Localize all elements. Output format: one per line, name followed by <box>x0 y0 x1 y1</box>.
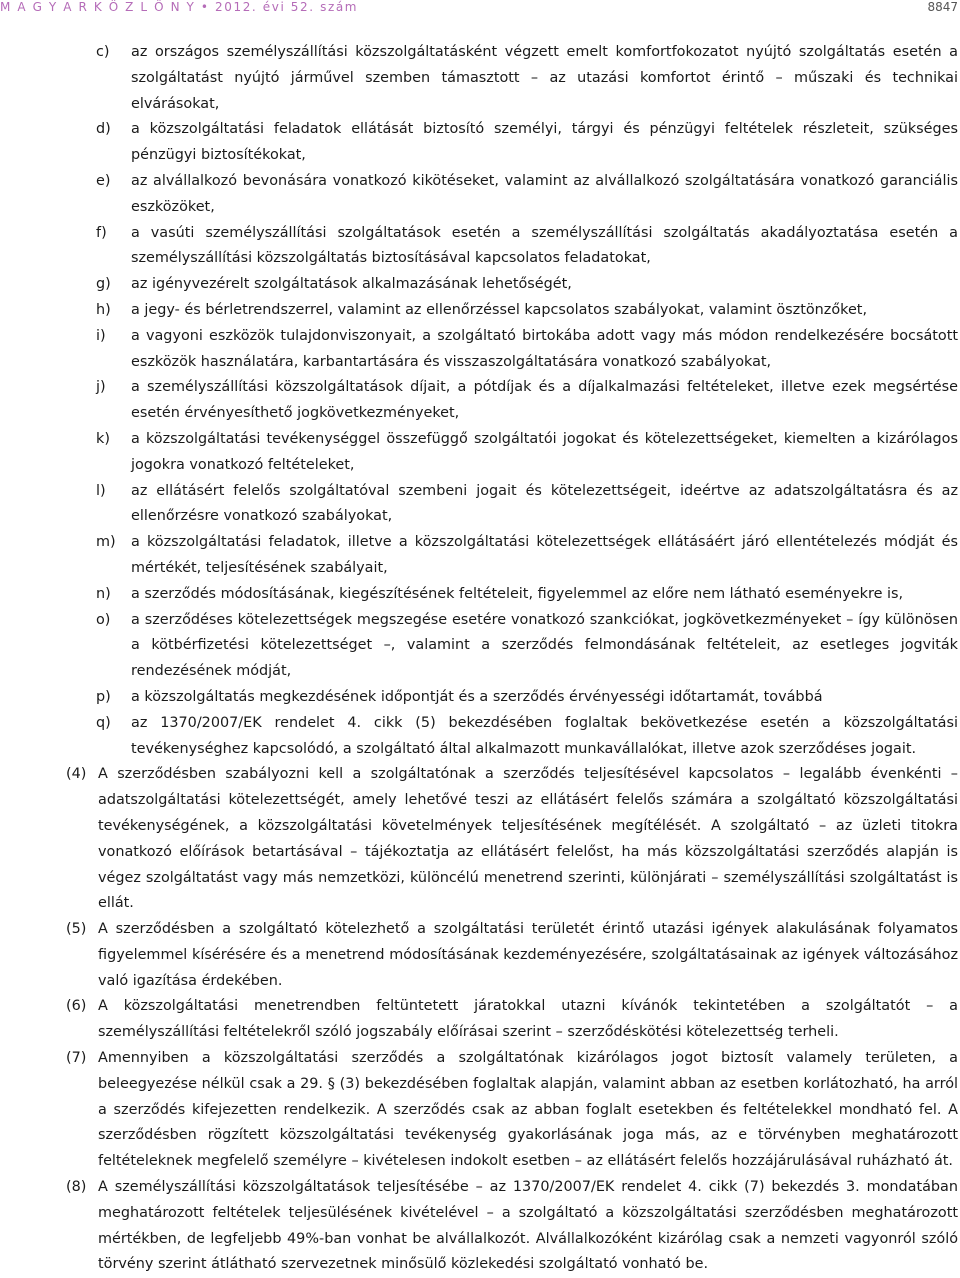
letter-item-text: az igényvezérelt szolgáltatások alkalmazásának lehetőségét, <box>131 276 572 293</box>
letter-item-label: f) <box>96 224 107 241</box>
letter-item <box>0 298 960 324</box>
paragraph-text: A személyszállítási közszolgáltatások teljesítésébe – az 1370/2007/EK rendelet 4. cikk (7) bekezdés 3. mondatában meghatározott feltételek teljesülésének kivételével – a szolgáltató a közszolgáltatási szerződésben meghatározott mértékben, de legfeljebb 49%-ban vonhat be alvállalkozót. Alvállalkozóként kizárólag csak a nemzeti vagyonról szóló törvény szerint átlátható szervezetnek minősülő közlekedési szolgáltató vonható be. <box>98 1179 958 1273</box>
letter-item <box>0 685 960 711</box>
letter-item-label: h) <box>96 301 111 318</box>
letter-item-label: d) <box>96 121 111 138</box>
letter-item-text: az 1370/2007/EK rendelet 4. cikk (5) bekezdésében foglaltak bekövetkezése esetén a közszolgáltatási tevékenységhez kapcsolódó, a szolgáltató által alkalmazott munkavállalókat, illetve azok szerződéses jogait. <box>131 714 958 757</box>
paragraph-label: (5) <box>66 921 87 938</box>
paragraph-label: (6) <box>66 998 87 1015</box>
journal-title: M A G Y A R K Ö Z L Ö N Y • 2012. évi 52. szám <box>0 0 359 14</box>
letter-item-text: a jegy- és bérletrendszerrel, valamint az ellenőrzéssel kapcsolatos szabályokat, valamint ösztönzőket, <box>131 301 868 318</box>
letter-item <box>0 711 960 763</box>
letter-item-text: az ellátásért felelős szolgáltatóval szembeni jogait és kötelezettségeit, ideértve az adatszolgáltatásra és az ellenőrzésre vonatkozó szabályokat, <box>131 482 958 525</box>
letter-item <box>0 221 960 273</box>
letter-item-label: j) <box>96 379 106 396</box>
paragraph-text: A szerződésben szabályozni kell a szolgáltatónak a szerződés teljesítésével kapcsolatos – legalább évenkénti – adatszolgáltatási kötelezettségét, amely lehetővé teszi az ellátásért felelős számára a szolgáltató közszolgáltatási tevékenységének, a közszolgáltatási követelmények teljesítésének megítélését. A szolgáltató – az üzleti titokra vonatkozó előírások betartásával – tájékoztatja az ellátásért felelőst, ha más közszolgáltatási szerződés alapján is végez szolgáltatást vagy más nemzetközi, különcélú menetrend szerinti, különjárati – személyszállítási szolgáltatást is ellát. <box>98 766 958 912</box>
paragraph-label: (7) <box>66 1050 87 1067</box>
letter-item <box>0 479 960 531</box>
page-header <box>0 0 960 16</box>
letter-item-text: a vasúti személyszállítási szolgáltatások esetén a személyszállítási szolgáltatás akadályoztatása esetén a személyszállítási közszolgáltatás biztosításával kapcsolatos feladatokat, <box>131 224 958 267</box>
letter-item <box>0 530 960 582</box>
letter-item <box>0 375 960 427</box>
letter-item-label: n) <box>96 585 111 602</box>
letter-item-label: q) <box>96 714 111 731</box>
letter-item-text: a közszolgáltatási feladatok ellátását biztosító személyi, tárgyi és pénzügyi feltételek részleteit, szükséges pénzügyi biztosítékokat, <box>131 121 958 164</box>
letter-item-text: az országos személyszállítási közszolgáltatásként végzett emelt komfortfokozatot nyújtó szolgáltatás esetén a szolgáltatást nyújtó járművel szemben támasztott – az utazási komfortot érintő – műszaki és technikai elvárásokat, <box>131 44 958 112</box>
letter-item-list <box>0 40 960 762</box>
paragraph <box>0 917 960 994</box>
letter-item-label: i) <box>96 327 106 344</box>
letter-item-label: m) <box>96 534 116 551</box>
letter-item <box>0 117 960 169</box>
paragraph-label: (8) <box>66 1179 87 1196</box>
letter-item-text: a közszolgáltatási tevékenységgel összefüggő szolgáltatói jogokat és kötelezettségeket, kiemelten a kizárólagos jogokra vonatkozó feltételeket, <box>131 430 958 473</box>
letter-item <box>0 169 960 221</box>
letter-item-label: g) <box>96 276 111 293</box>
letter-item-label: k) <box>96 430 110 447</box>
letter-item <box>0 324 960 376</box>
document-body <box>0 40 960 1278</box>
letter-item-label: c) <box>96 44 110 60</box>
letter-item-text: a személyszállítási közszolgáltatások díjait, a pótdíjak és a díjalkalmazási feltételeket, illetve ezek megsértése esetén érvényesíthető jogkövetkezményeket, <box>131 379 958 422</box>
letter-item <box>0 272 960 298</box>
paragraph-text: Amennyiben a közszolgáltatási szerződés a szolgáltatónak kizárólagos jogot biztosít valamely területen, a beleegyezése nélkül csak a 29. § (3) bekezdésében foglaltak alapján, valamint abban az esetben korlátozható, ha arról a szerződés kifejezetten rendelkezik. A szerződés csak az abban foglalt esetekben és feltételekkel mondható fel. A szerződésben rögzített közszolgáltatási tevékenység gyakorlásának joga más, az e törvényben meghatározott feltételeknek megfelelő személyre – kivételesen indokolt esetben – az ellátásért felelős hozzájárulásával ruházható át. <box>98 1050 958 1170</box>
paragraph-label: (4) <box>66 766 87 783</box>
letter-item <box>0 427 960 479</box>
paragraph <box>0 1175 960 1278</box>
letter-item-text: a közszolgáltatási feladatok, illetve a közszolgáltatási kötelezettségek ellátásáért járó ellentételezés módját és mértékét, teljesítésének szabályait, <box>131 534 958 576</box>
paragraph-list <box>0 762 960 1278</box>
letter-item-text: a szerződés módosításának, kiegészítésének feltételeit, figyelemmel az előre nem látható eseményekre is, <box>131 585 904 602</box>
letter-item-label: e) <box>96 172 111 189</box>
letter-item-text: a közszolgáltatás megkezdésének időpontját és a szerződés érvényességi időtartamát, továbbá <box>131 688 823 705</box>
paragraph <box>0 1046 960 1175</box>
letter-item-label: o) <box>96 611 111 628</box>
paragraph-text: A közszolgáltatási menetrendben feltüntetett járatokkal utazni kívánók tekintetében a szolgáltatót – a személyszállítási feltételekről szóló jogszabály előírásai szerint – szerződéskötési kötelezettség terheli. <box>98 998 958 1041</box>
letter-item-label: l) <box>96 482 106 499</box>
letter-item <box>0 582 960 608</box>
letter-item <box>0 40 960 117</box>
letter-item-text: az alvállalkozó bevonására vonatkozó kikötéseket, valamint az alvállalkozó szolgáltatására vonatkozó garanciális eszközöket, <box>131 172 958 215</box>
paragraph-text: A szerződésben a szolgáltató kötelezhető a szolgáltatási területét érintő utazási igények alakulásának folyamatos figyelemmel kísérésére és a menetrend módosításának kezdeményezésére, szolgáltatásainak az igények változásához való igazítása érdekében. <box>98 921 958 989</box>
letter-item-text: a vagyoni eszközök tulajdonviszonyait, a szolgáltató birtokába adott vagy más módon rendelkezésére bocsátott eszközök használatára, karbantartására és visszaszolgáltatására vonatkozó szabályokat, <box>131 327 958 370</box>
letter-item-text: a szerződéses kötelezettségek megszegése esetére vonatkozó szankciókat, jogkövetkezményeket – így különösen a kötbérfizetési kötelezettséget –, valamint a szerződés felmondásának feltételeit, az esetleges jogviták rendezésének módját, <box>131 611 958 680</box>
letter-item <box>0 608 960 685</box>
page-number: 8847 <box>927 0 958 14</box>
paragraph <box>0 994 960 1046</box>
paragraph <box>0 762 960 917</box>
letter-item-label: p) <box>96 688 111 705</box>
